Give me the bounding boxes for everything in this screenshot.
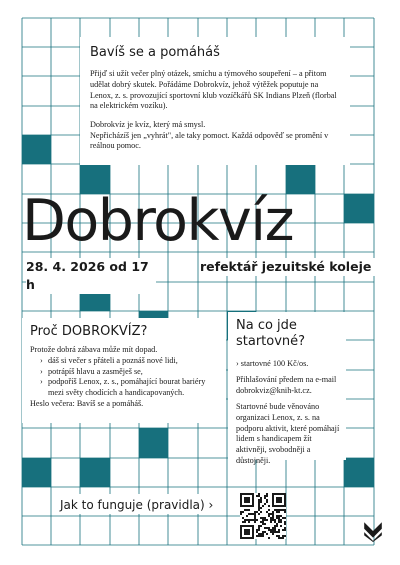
intro-note: Nepřicházíš jen „vyhrát", ale taky pomoct. Každá odpověď se promění v reálnou pomoc.: [90, 130, 329, 151]
purpose-text: Startovné bude věnováno organizaci Lenox, z. s. na podporu aktivit, které pomáhají lidem s handicapem žít aktivněji, svobodněji a důstojněji.: [236, 402, 340, 465]
why-motto: Heslo večera: Bavíš se a pomáháš.: [30, 398, 144, 408]
rules-link[interactable]: Jak to funguje (pravidla) ›: [60, 498, 214, 512]
intro-panel: [80, 37, 350, 165]
event-date-time: 28. 4. 2026 od 17 h: [26, 258, 156, 294]
logo-icon: [362, 520, 384, 542]
qr-code[interactable]: [240, 493, 286, 539]
purpose-heading: Na co jde startovné?: [236, 318, 306, 350]
event-title: Dobrokvíz: [22, 188, 293, 254]
purpose-panel: [228, 312, 346, 465]
intro-heading: Bavíš se a pomáháš: [90, 45, 220, 60]
why-heading: Proč DOBROKVÍZ?: [30, 324, 148, 339]
qr-code-icon: [240, 493, 286, 539]
registration-note: Přihlašování předem na e-mail dobrokviz@knih-kt.cz.: [236, 375, 337, 395]
why-item-1: › dáš si večer s přáteli a poznáš nové lidi,: [40, 356, 220, 367]
event-place: refektář jezuitské koleje: [200, 258, 375, 276]
fee-item: › startovné 100 Kč/os.: [236, 358, 309, 368]
rules-link-panel: [56, 494, 224, 514]
why-panel: [22, 318, 226, 423]
why-list: [40, 356, 220, 399]
intro-paragraph: Přijď si užít večer plný otázek, smíchu a týmového soupeření – a přitom udělat dobrý skutek. Pořádáme Dobrokvíz, jehož výtěžek poputuje na Lenox, z. s. provozující sportovní klub vozíčkářů SK Indians Plzeň (florbal na elektrickém vozíku).: [90, 69, 337, 111]
intro-motto: Dobrokvíz je kvíz, který má smysl.: [90, 119, 206, 129]
why-item-2: › potrápíš hlavu a zasměješ se,: [40, 367, 220, 378]
why-item-3: › podpoříš Lenox, z. s., pomáhající bourat bariéry mezi světy chodících a handicapovaných.: [40, 377, 220, 398]
why-lead: Protože dobrá zábava může mít dopad.: [30, 345, 158, 355]
